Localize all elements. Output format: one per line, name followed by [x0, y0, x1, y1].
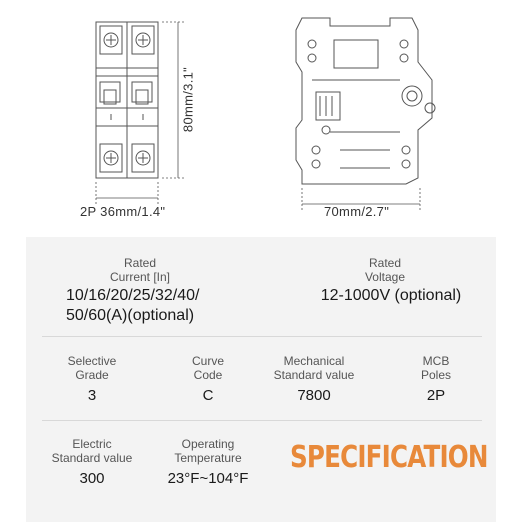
electric-value: 300	[79, 470, 105, 487]
operating-temp-value: 23°F~104°F	[167, 470, 249, 487]
rated-current-label: Rated Current [In]	[109, 256, 171, 284]
side-view-drawing	[296, 18, 435, 184]
electric-label: Electric Standard value	[51, 437, 133, 465]
selective-grade-label: Selective Grade	[67, 354, 117, 382]
curve-code-value: C	[202, 387, 214, 404]
mcb-poles-value: 2P	[426, 387, 446, 404]
rated-current-value: 10/16/20/25/32/40/ 50/60(A)(optional)	[66, 287, 200, 324]
breaker-drawings	[0, 0, 522, 230]
mcb-poles-label: MCB Poles	[420, 354, 452, 382]
rated-voltage-value: 12-1000V (optional)	[320, 287, 462, 304]
depth-dimension-label: 70mm/2.7"	[324, 204, 390, 219]
front-dimension-lines	[96, 22, 184, 204]
mechanical-label: Mechanical Standard value	[273, 354, 355, 382]
rated-voltage-label: Rated Voltage	[364, 256, 406, 284]
height-dimension-label: 80mm/3.1"	[180, 66, 196, 133]
selective-grade-value: 3	[87, 387, 97, 404]
front-view-drawing	[96, 22, 158, 178]
operating-temp-label: Operating Temperature	[174, 437, 242, 465]
specification-title: SPECIFICATION	[290, 440, 488, 475]
mechanical-value: 7800	[297, 387, 331, 404]
curve-code-label: Curve Code	[191, 354, 224, 382]
spec-divider	[42, 336, 482, 337]
spec-divider	[42, 420, 482, 421]
width-dimension-label: 2P 36mm/1.4"	[80, 204, 166, 219]
